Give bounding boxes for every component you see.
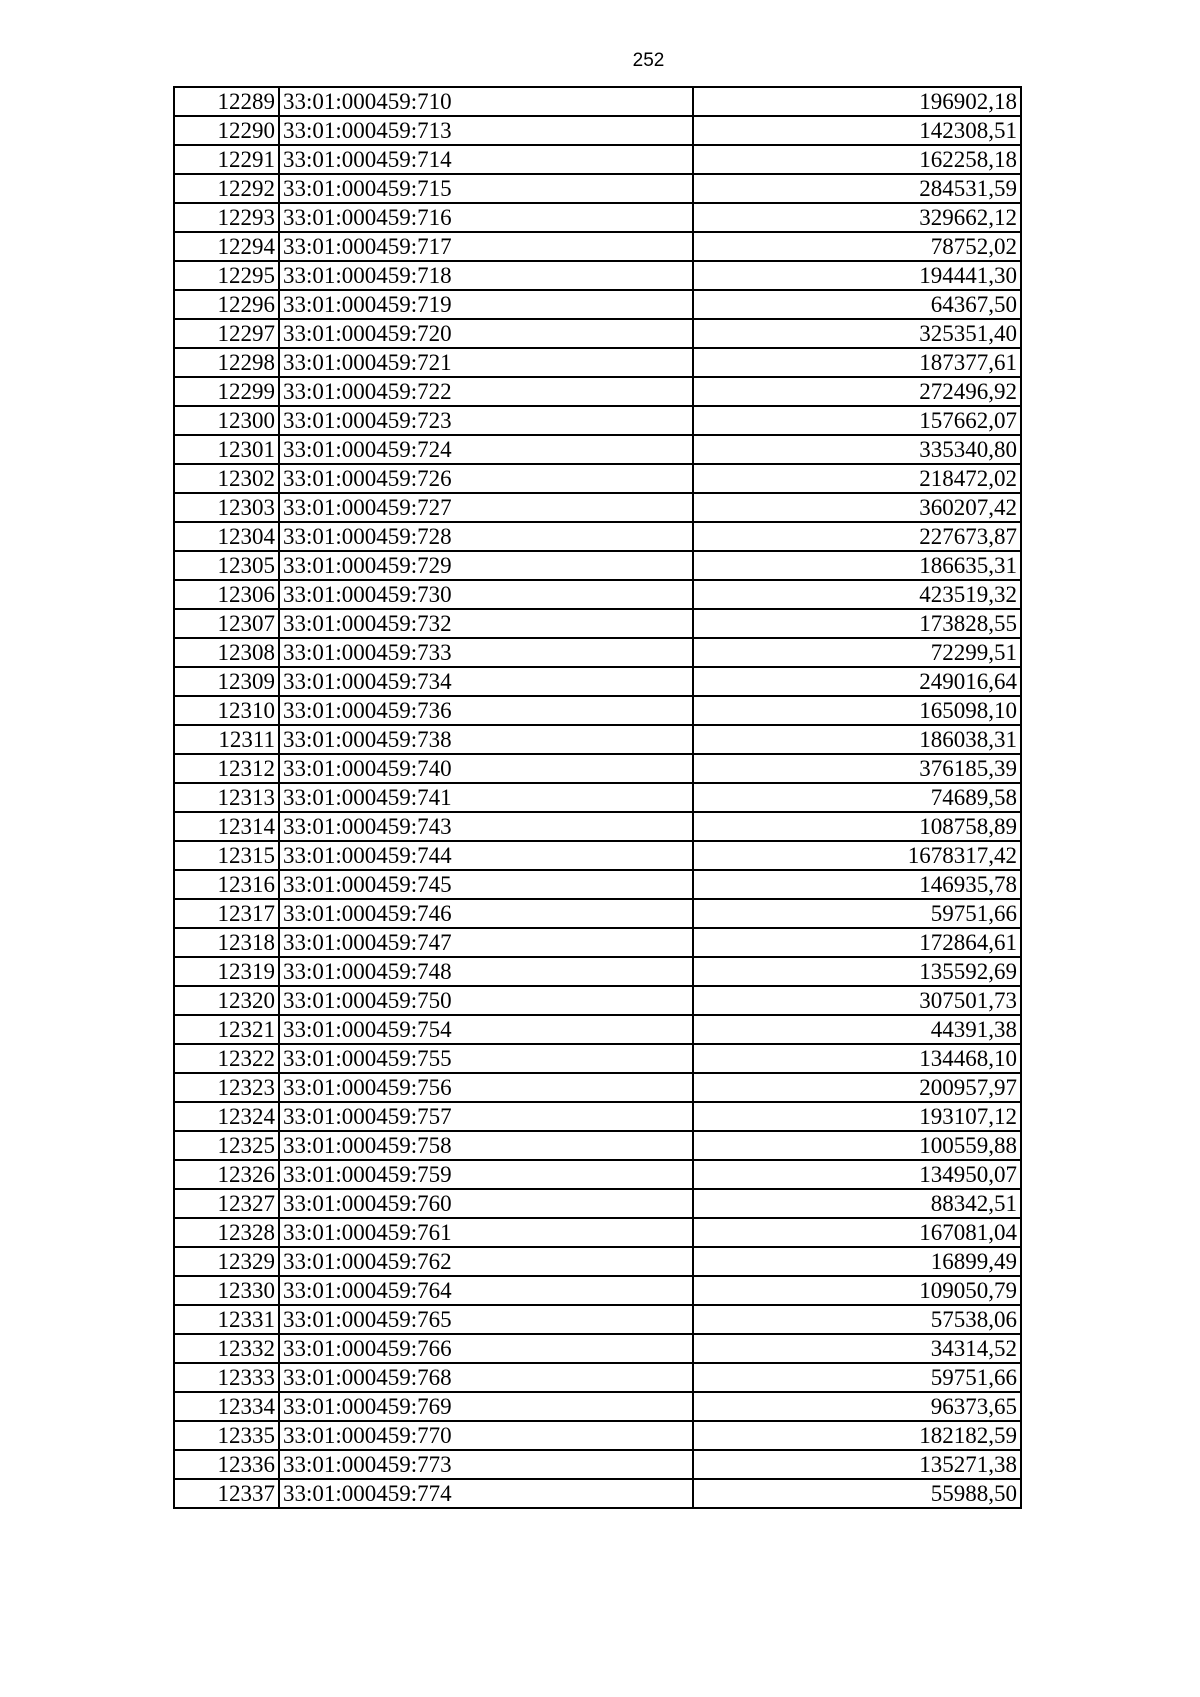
cadastral-number-cell: 33:01:000459:729 [279, 551, 693, 580]
table-row [174, 435, 1021, 464]
row-number-cell: 12335 [174, 1421, 279, 1450]
table-row [174, 493, 1021, 522]
value-cell: 142308,51 [693, 116, 1021, 145]
value-cell: 88342,51 [693, 1189, 1021, 1218]
value-cell: 96373,65 [693, 1392, 1021, 1421]
table-row [174, 1479, 1021, 1508]
table-row [174, 87, 1021, 116]
value-cell: 194441,30 [693, 261, 1021, 290]
cadastral-number-cell: 33:01:000459:721 [279, 348, 693, 377]
table-row [174, 1421, 1021, 1450]
cadastral-number-cell: 33:01:000459:730 [279, 580, 693, 609]
table-row [174, 957, 1021, 986]
row-number-cell: 12291 [174, 145, 279, 174]
row-number-cell: 12295 [174, 261, 279, 290]
table-row [174, 1015, 1021, 1044]
value-cell: 157662,07 [693, 406, 1021, 435]
cadastral-number-cell: 33:01:000459:728 [279, 522, 693, 551]
table-row [174, 1044, 1021, 1073]
cadastral-number-cell: 33:01:000459:733 [279, 638, 693, 667]
cadastral-number-cell: 33:01:000459:759 [279, 1160, 693, 1189]
value-cell: 108758,89 [693, 812, 1021, 841]
value-cell: 64367,50 [693, 290, 1021, 319]
row-number-cell: 12306 [174, 580, 279, 609]
row-number-cell: 12308 [174, 638, 279, 667]
value-cell: 186038,31 [693, 725, 1021, 754]
table-row [174, 319, 1021, 348]
value-cell: 135592,69 [693, 957, 1021, 986]
value-cell: 172864,61 [693, 928, 1021, 957]
cadastral-number-cell: 33:01:000459:760 [279, 1189, 693, 1218]
table-row [174, 116, 1021, 145]
row-number-cell: 12311 [174, 725, 279, 754]
value-cell: 376185,39 [693, 754, 1021, 783]
table-row [174, 348, 1021, 377]
cadastral-number-cell: 33:01:000459:747 [279, 928, 693, 957]
row-number-cell: 12302 [174, 464, 279, 493]
value-cell: 193107,12 [693, 1102, 1021, 1131]
value-cell: 44391,38 [693, 1015, 1021, 1044]
cadastral-number-cell: 33:01:000459:774 [279, 1479, 693, 1508]
cadastral-number-cell: 33:01:000459:738 [279, 725, 693, 754]
table-row [174, 1102, 1021, 1131]
row-number-cell: 12290 [174, 116, 279, 145]
table-row [174, 638, 1021, 667]
table-row [174, 1218, 1021, 1247]
value-cell: 59751,66 [693, 1363, 1021, 1392]
row-number-cell: 12294 [174, 232, 279, 261]
table-row [174, 928, 1021, 957]
value-cell: 227673,87 [693, 522, 1021, 551]
row-number-cell: 12325 [174, 1131, 279, 1160]
value-cell: 72299,51 [693, 638, 1021, 667]
row-number-cell: 12318 [174, 928, 279, 957]
value-cell: 74689,58 [693, 783, 1021, 812]
value-cell: 1678317,42 [693, 841, 1021, 870]
cadastral-number-cell: 33:01:000459:755 [279, 1044, 693, 1073]
table-row [174, 174, 1021, 203]
cadastral-number-cell: 33:01:000459:750 [279, 986, 693, 1015]
table-row [174, 1334, 1021, 1363]
cadastral-number-cell: 33:01:000459:718 [279, 261, 693, 290]
row-number-cell: 12301 [174, 435, 279, 464]
row-number-cell: 12323 [174, 1073, 279, 1102]
cadastral-number-cell: 33:01:000459:768 [279, 1363, 693, 1392]
row-number-cell: 12304 [174, 522, 279, 551]
value-cell: 218472,02 [693, 464, 1021, 493]
table-row [174, 667, 1021, 696]
value-cell: 196902,18 [693, 87, 1021, 116]
cadastral-number-cell: 33:01:000459:743 [279, 812, 693, 841]
table-row [174, 290, 1021, 319]
cadastral-number-cell: 33:01:000459:757 [279, 1102, 693, 1131]
value-cell: 109050,79 [693, 1276, 1021, 1305]
value-cell: 134950,07 [693, 1160, 1021, 1189]
table-row [174, 522, 1021, 551]
table-body [174, 87, 1021, 1508]
row-number-cell: 12309 [174, 667, 279, 696]
row-number-cell: 12293 [174, 203, 279, 232]
table-row [174, 464, 1021, 493]
row-number-cell: 12299 [174, 377, 279, 406]
table-row [174, 261, 1021, 290]
table-row [174, 1276, 1021, 1305]
cadastral-number-cell: 33:01:000459:756 [279, 1073, 693, 1102]
value-cell: 200957,97 [693, 1073, 1021, 1102]
row-number-cell: 12333 [174, 1363, 279, 1392]
row-number-cell: 12305 [174, 551, 279, 580]
value-cell: 16899,49 [693, 1247, 1021, 1276]
table-row [174, 1305, 1021, 1334]
row-number-cell: 12313 [174, 783, 279, 812]
registry-table [173, 86, 1022, 1509]
cadastral-number-cell: 33:01:000459:769 [279, 1392, 693, 1421]
row-number-cell: 12330 [174, 1276, 279, 1305]
cadastral-number-cell: 33:01:000459:758 [279, 1131, 693, 1160]
row-number-cell: 12320 [174, 986, 279, 1015]
value-cell: 134468,10 [693, 1044, 1021, 1073]
value-cell: 360207,42 [693, 493, 1021, 522]
row-number-cell: 12289 [174, 87, 279, 116]
row-number-cell: 12292 [174, 174, 279, 203]
table-row [174, 899, 1021, 928]
cadastral-number-cell: 33:01:000459:736 [279, 696, 693, 725]
table-row [174, 696, 1021, 725]
table-row [174, 986, 1021, 1015]
value-cell: 162258,18 [693, 145, 1021, 174]
cadastral-number-cell: 33:01:000459:715 [279, 174, 693, 203]
cadastral-number-cell: 33:01:000459:762 [279, 1247, 693, 1276]
table-row [174, 1073, 1021, 1102]
row-number-cell: 12312 [174, 754, 279, 783]
row-number-cell: 12328 [174, 1218, 279, 1247]
cadastral-number-cell: 33:01:000459:710 [279, 87, 693, 116]
cadastral-number-cell: 33:01:000459:713 [279, 116, 693, 145]
row-number-cell: 12300 [174, 406, 279, 435]
row-number-cell: 12314 [174, 812, 279, 841]
cadastral-number-cell: 33:01:000459:765 [279, 1305, 693, 1334]
table-row [174, 1363, 1021, 1392]
value-cell: 187377,61 [693, 348, 1021, 377]
cadastral-number-cell: 33:01:000459:714 [279, 145, 693, 174]
value-cell: 165098,10 [693, 696, 1021, 725]
value-cell: 325351,40 [693, 319, 1021, 348]
cadastral-number-cell: 33:01:000459:732 [279, 609, 693, 638]
value-cell: 55988,50 [693, 1479, 1021, 1508]
cadastral-number-cell: 33:01:000459:745 [279, 870, 693, 899]
cadastral-number-cell: 33:01:000459:740 [279, 754, 693, 783]
cadastral-number-cell: 33:01:000459:773 [279, 1450, 693, 1479]
page-number: 252 [632, 50, 665, 71]
value-cell: 173828,55 [693, 609, 1021, 638]
cadastral-number-cell: 33:01:000459:723 [279, 406, 693, 435]
cadastral-number-cell: 33:01:000459:761 [279, 1218, 693, 1247]
table-row [174, 783, 1021, 812]
value-cell: 423519,32 [693, 580, 1021, 609]
value-cell: 307501,73 [693, 986, 1021, 1015]
row-number-cell: 12321 [174, 1015, 279, 1044]
row-number-cell: 12307 [174, 609, 279, 638]
cadastral-number-cell: 33:01:000459:720 [279, 319, 693, 348]
cadastral-number-cell: 33:01:000459:766 [279, 1334, 693, 1363]
value-cell: 329662,12 [693, 203, 1021, 232]
value-cell: 272496,92 [693, 377, 1021, 406]
table-row [174, 609, 1021, 638]
value-cell: 249016,64 [693, 667, 1021, 696]
row-number-cell: 12315 [174, 841, 279, 870]
row-number-cell: 12296 [174, 290, 279, 319]
row-number-cell: 12310 [174, 696, 279, 725]
row-number-cell: 12329 [174, 1247, 279, 1276]
table-row [174, 1450, 1021, 1479]
cadastral-number-cell: 33:01:000459:744 [279, 841, 693, 870]
table-row [174, 754, 1021, 783]
row-number-cell: 12317 [174, 899, 279, 928]
value-cell: 135271,38 [693, 1450, 1021, 1479]
table-row [174, 1160, 1021, 1189]
row-number-cell: 12331 [174, 1305, 279, 1334]
table-row [174, 551, 1021, 580]
row-number-cell: 12319 [174, 957, 279, 986]
cadastral-number-cell: 33:01:000459:722 [279, 377, 693, 406]
row-number-cell: 12322 [174, 1044, 279, 1073]
value-cell: 78752,02 [693, 232, 1021, 261]
cadastral-number-cell: 33:01:000459:746 [279, 899, 693, 928]
table-row [174, 232, 1021, 261]
row-number-cell: 12336 [174, 1450, 279, 1479]
table-row [174, 1189, 1021, 1218]
table-row [174, 406, 1021, 435]
table-row [174, 1131, 1021, 1160]
cadastral-number-cell: 33:01:000459:764 [279, 1276, 693, 1305]
table-row [174, 870, 1021, 899]
cadastral-number-cell: 33:01:000459:724 [279, 435, 693, 464]
value-cell: 59751,66 [693, 899, 1021, 928]
cadastral-number-cell: 33:01:000459:741 [279, 783, 693, 812]
table-row [174, 812, 1021, 841]
cadastral-number-cell: 33:01:000459:748 [279, 957, 693, 986]
value-cell: 146935,78 [693, 870, 1021, 899]
row-number-cell: 12298 [174, 348, 279, 377]
value-cell: 186635,31 [693, 551, 1021, 580]
cadastral-number-cell: 33:01:000459:716 [279, 203, 693, 232]
row-number-cell: 12337 [174, 1479, 279, 1508]
row-number-cell: 12324 [174, 1102, 279, 1131]
cadastral-number-cell: 33:01:000459:754 [279, 1015, 693, 1044]
cadastral-number-cell: 33:01:000459:717 [279, 232, 693, 261]
cadastral-number-cell: 33:01:000459:719 [279, 290, 693, 319]
table-row [174, 203, 1021, 232]
row-number-cell: 12326 [174, 1160, 279, 1189]
table-row [174, 377, 1021, 406]
table-row [174, 841, 1021, 870]
value-cell: 284531,59 [693, 174, 1021, 203]
row-number-cell: 12327 [174, 1189, 279, 1218]
table-row [174, 145, 1021, 174]
row-number-cell: 12334 [174, 1392, 279, 1421]
value-cell: 34314,52 [693, 1334, 1021, 1363]
value-cell: 100559,88 [693, 1131, 1021, 1160]
table-row [174, 1247, 1021, 1276]
value-cell: 57538,06 [693, 1305, 1021, 1334]
cadastral-number-cell: 33:01:000459:726 [279, 464, 693, 493]
cadastral-number-cell: 33:01:000459:734 [279, 667, 693, 696]
row-number-cell: 12303 [174, 493, 279, 522]
cadastral-number-cell: 33:01:000459:770 [279, 1421, 693, 1450]
row-number-cell: 12332 [174, 1334, 279, 1363]
value-cell: 167081,04 [693, 1218, 1021, 1247]
value-cell: 182182,59 [693, 1421, 1021, 1450]
value-cell: 335340,80 [693, 435, 1021, 464]
table-row [174, 725, 1021, 754]
row-number-cell: 12297 [174, 319, 279, 348]
table-row [174, 580, 1021, 609]
row-number-cell: 12316 [174, 870, 279, 899]
cadastral-number-cell: 33:01:000459:727 [279, 493, 693, 522]
table-row [174, 1392, 1021, 1421]
